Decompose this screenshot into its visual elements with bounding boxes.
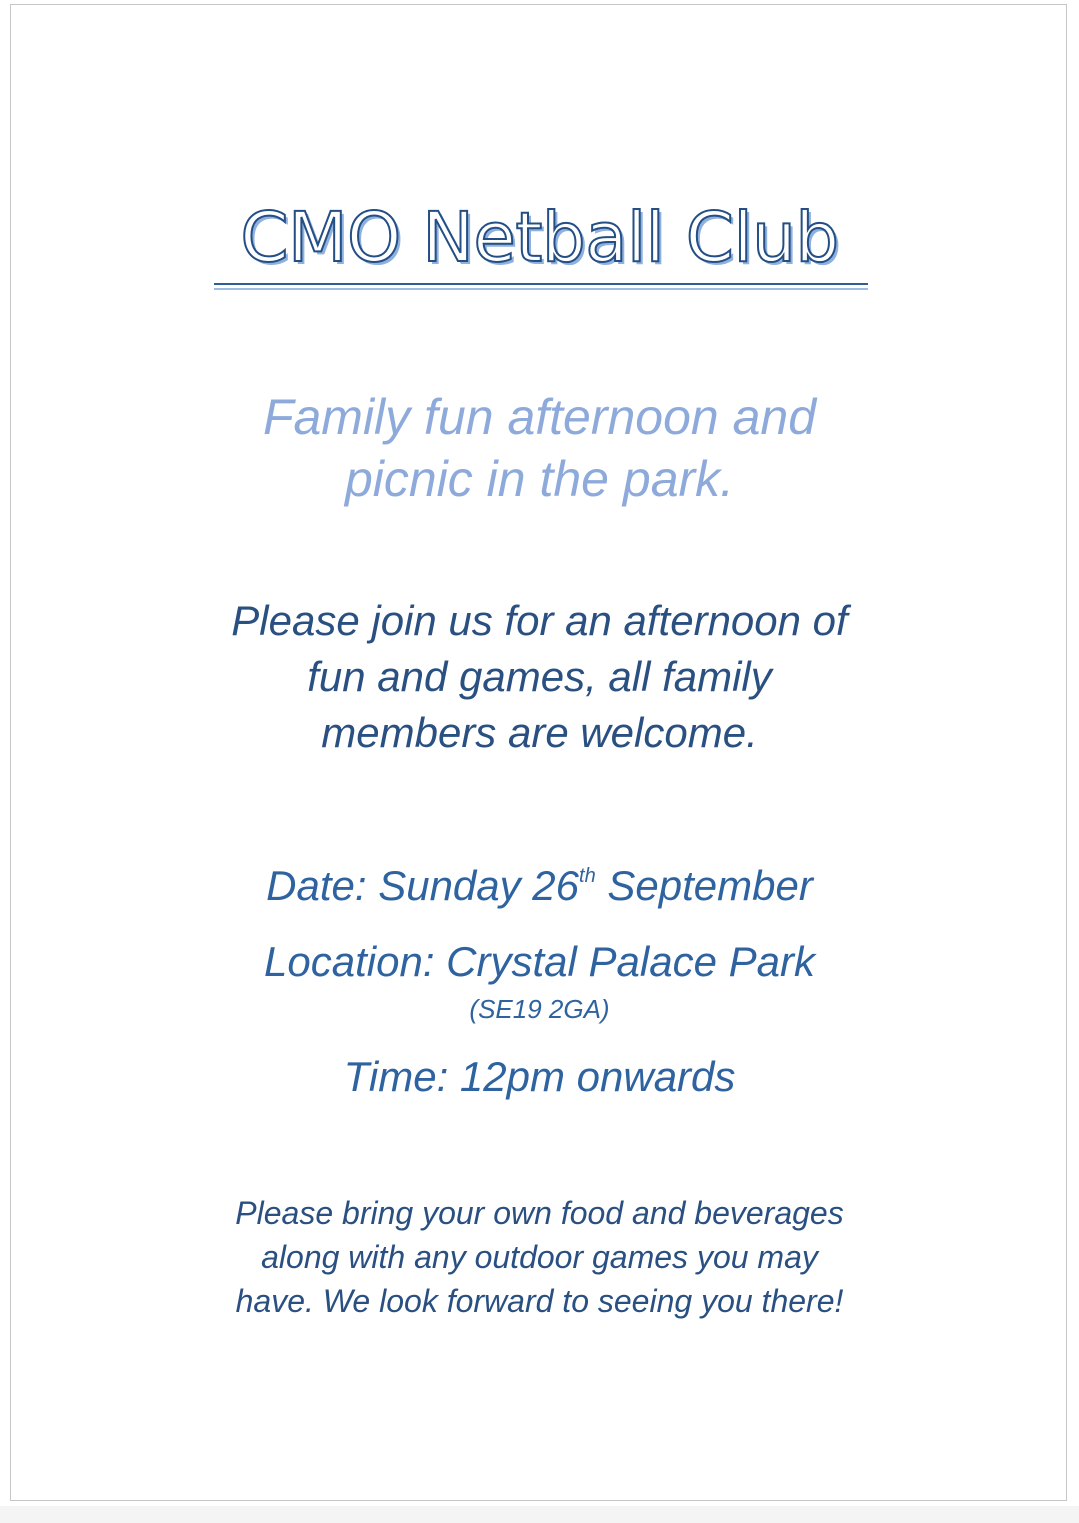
event-time: Time: 12pm onwards xyxy=(343,1053,736,1100)
event-subtitle xyxy=(0,386,1079,510)
invitation-line: Please join us for an afternoon of xyxy=(231,597,848,644)
subtitle-line: picnic in the park. xyxy=(344,451,735,507)
date-text: Date: Sunday 26 xyxy=(266,862,580,909)
subtitle-line: Family fun afternoon and xyxy=(262,389,817,445)
invitation-text xyxy=(0,593,1079,761)
invitation-line: fun and games, all family xyxy=(307,653,772,700)
closing-line: Please bring your own food and beverages xyxy=(235,1195,844,1231)
event-date xyxy=(0,861,1079,919)
date-ordinal-suffix: th xyxy=(579,865,596,887)
closing-line: have. We look forward to seeing you there! xyxy=(235,1283,844,1319)
date-month: September xyxy=(595,862,813,909)
closing-line: along with any outdoor games you may xyxy=(261,1239,818,1275)
title-underline xyxy=(214,283,868,285)
event-location: Location: Crystal Palace Park xyxy=(264,938,815,985)
invitation-line: members are welcome. xyxy=(321,709,758,756)
club-title: CMO Netball Club xyxy=(240,198,839,278)
closing-note xyxy=(0,1191,1079,1323)
location-postcode: (SE19 2GA) xyxy=(469,994,610,1024)
title-underline-shadow xyxy=(214,288,868,290)
viewer-background xyxy=(0,1506,1079,1523)
